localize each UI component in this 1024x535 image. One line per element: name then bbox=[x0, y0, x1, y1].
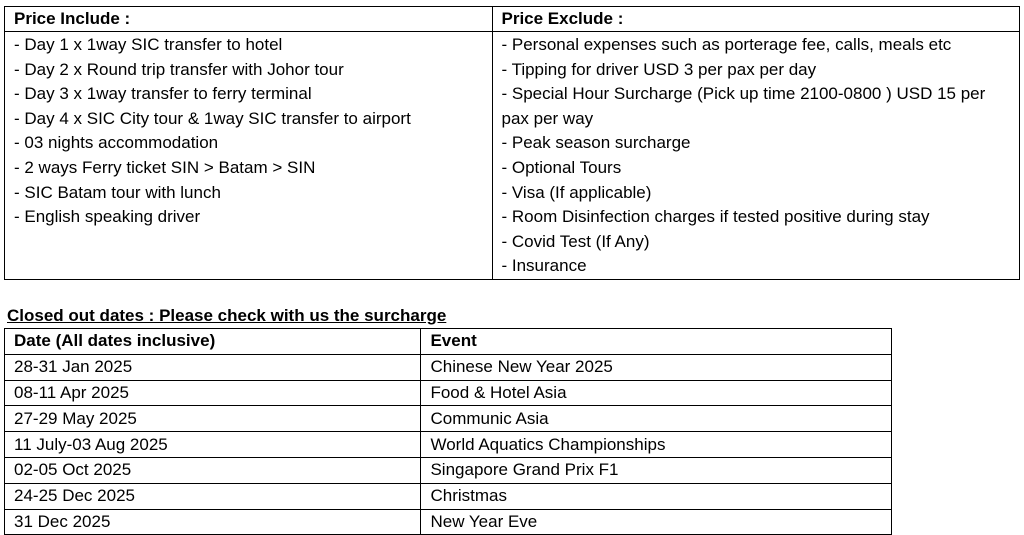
event-cell: New Year Eve bbox=[421, 509, 892, 535]
price-table-header-row bbox=[5, 7, 1020, 32]
list-item: - Special Hour Surcharge (Pick up time 2100-0800 ) USD 15 per pax per way bbox=[501, 84, 986, 128]
list-item: - Day 4 x SIC City tour & 1way SIC transfer to airport bbox=[14, 108, 411, 128]
table-row bbox=[5, 406, 892, 432]
list-item: - Peak season surcharge bbox=[501, 133, 691, 153]
closed-dates-title: Closed out dates : Please check with us the surcharge bbox=[7, 306, 447, 325]
price-exclude-header: Price Exclude : bbox=[492, 7, 1020, 32]
event-cell: Christmas bbox=[421, 483, 892, 509]
event-column-header: Event bbox=[421, 329, 892, 355]
closed-dates-table bbox=[4, 328, 892, 535]
date-cell: 27-29 May 2025 bbox=[5, 406, 421, 432]
price-include-header: Price Include : bbox=[5, 7, 493, 32]
event-cell: Communic Asia bbox=[421, 406, 892, 432]
table-row bbox=[5, 354, 892, 380]
list-item: - Day 3 x 1way transfer to ferry terminal bbox=[14, 84, 312, 104]
table-row bbox=[5, 432, 892, 458]
price-include-list bbox=[5, 32, 493, 280]
event-cell: World Aquatics Championships bbox=[421, 432, 892, 458]
list-item: - Day 1 x 1way SIC transfer to hotel bbox=[14, 35, 283, 54]
event-cell: Singapore Grand Prix F1 bbox=[421, 457, 892, 483]
date-cell: 24-25 Dec 2025 bbox=[5, 483, 421, 509]
date-column-header: Date (All dates inclusive) bbox=[5, 329, 421, 355]
list-item: - Day 2 x Round trip transfer with Johor tour bbox=[14, 59, 344, 79]
event-cell: Chinese New Year 2025 bbox=[421, 354, 892, 380]
list-item: - Optional Tours bbox=[501, 157, 622, 177]
date-cell: 31 Dec 2025 bbox=[5, 509, 421, 535]
table-row bbox=[5, 380, 892, 406]
date-cell: 11 July-03 Aug 2025 bbox=[5, 432, 421, 458]
list-item: - Visa (If applicable) bbox=[501, 182, 652, 202]
date-cell: 02-05 Oct 2025 bbox=[5, 457, 421, 483]
list-item: - Tipping for driver USD 3 per pax per day bbox=[501, 59, 817, 79]
list-item: - English speaking driver bbox=[14, 207, 201, 227]
date-cell: 28-31 Jan 2025 bbox=[5, 354, 421, 380]
event-cell: Food & Hotel Asia bbox=[421, 380, 892, 406]
list-item: - 03 nights accommodation bbox=[14, 133, 219, 153]
list-item: - Covid Test (If Any) bbox=[501, 231, 650, 251]
list-item: - Insurance bbox=[501, 256, 587, 276]
price-table-body-row bbox=[5, 32, 1020, 280]
table-row bbox=[5, 457, 892, 483]
table-header-row bbox=[5, 329, 892, 355]
list-item: - 2 ways Ferry ticket SIN > Batam > SIN bbox=[14, 157, 316, 177]
date-cell: 08-11 Apr 2025 bbox=[5, 380, 421, 406]
list-item: - SIC Batam tour with lunch bbox=[14, 182, 221, 202]
list-item: - Room Disinfection charges if tested positive during stay bbox=[501, 207, 930, 227]
table-row bbox=[5, 509, 892, 535]
price-exclude-list bbox=[492, 32, 1020, 280]
list-item: - Personal expenses such as porterage fee, calls, meals etc bbox=[501, 35, 952, 54]
price-table bbox=[4, 6, 1020, 280]
table-row bbox=[5, 483, 892, 509]
